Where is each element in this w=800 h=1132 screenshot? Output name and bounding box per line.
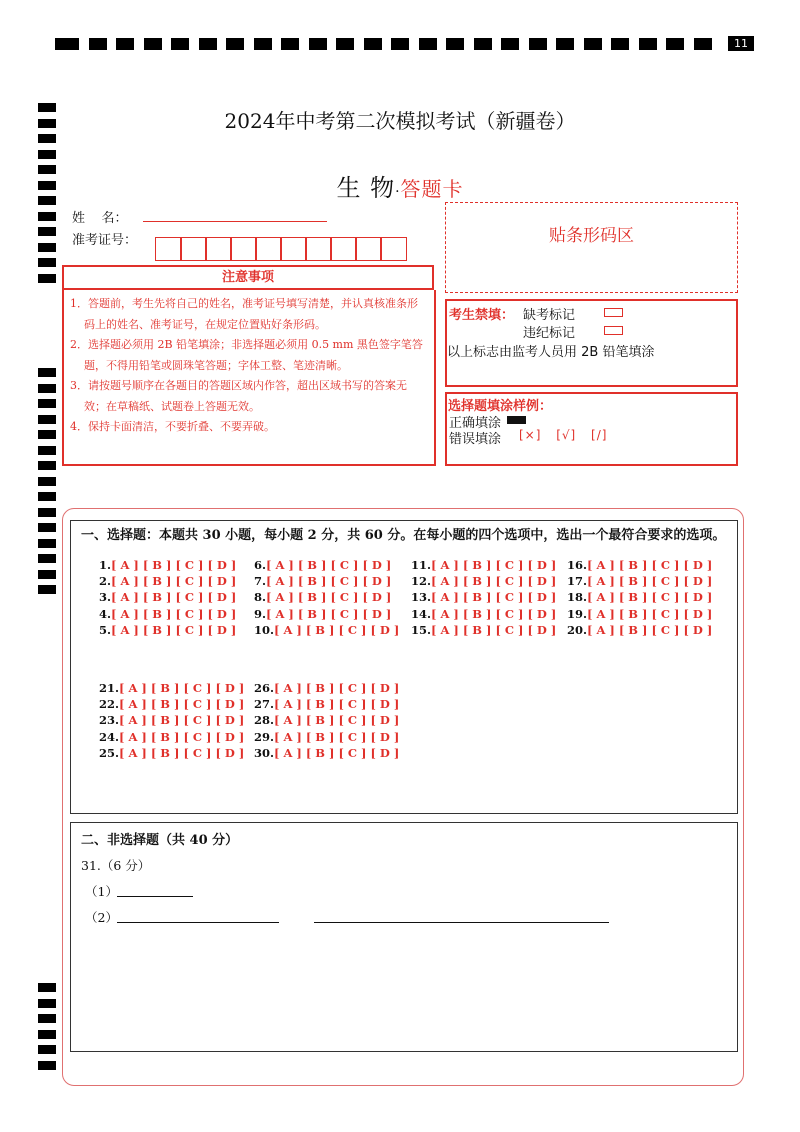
correct-fill-mark [507,416,526,424]
choice-question[interactable] [99,730,244,744]
timing-mark [556,38,574,50]
timing-mark [38,1061,56,1070]
answer-bubbles[interactable]: [ A ] [ B ] [ C ] [ D ] [274,697,400,712]
answer-bubbles[interactable]: [ A ] [ B ] [ C ] [ D ] [111,574,237,589]
question-number: 12. [411,574,432,589]
choice-question[interactable] [254,607,391,621]
timing-mark [38,415,56,424]
choice-question[interactable] [254,713,399,727]
answer-bubbles[interactable]: [ A ] [ B ] [ C ] [ D ] [431,558,557,572]
question-number: 21. [99,681,120,695]
timing-mark [171,38,189,50]
timing-mark [38,368,56,377]
id-digit-box[interactable] [305,237,332,261]
timing-mark [38,274,56,283]
answer-bubbles[interactable]: [ A ] [ B ] [ C ] [ D ] [587,574,713,589]
choice-question[interactable] [254,746,399,760]
id-digit-box[interactable] [155,237,182,261]
timing-mark [38,554,56,563]
timing-mark [38,399,56,408]
choice-question[interactable] [99,558,236,572]
timing-mark [144,38,162,50]
question-number: 4. [99,606,112,621]
choice-question[interactable] [411,558,556,572]
answer-bubbles[interactable]: [ A ] [ B ] [ C ] [ D ] [274,729,400,744]
question-number: 27. [254,697,275,712]
timing-mark [38,477,56,486]
timing-mark [38,1030,56,1039]
subject-dot: · [395,184,401,200]
timing-mark [529,38,547,50]
answer-bubbles[interactable]: [ A ] [ B ] [ C ] [ D ] [274,622,400,637]
question-31-label: 31.（6 分） [81,858,151,873]
choice-question[interactable] [99,713,244,727]
question-number: 5. [99,622,112,637]
timing-mark [199,38,217,50]
subject-name: 生 物 [336,174,396,202]
question-number: 25. [99,745,120,760]
question-number: 26. [254,681,275,695]
answer-line-2a[interactable] [117,909,279,923]
timing-mark [38,134,56,143]
id-digit-box[interactable] [255,237,282,261]
choice-question[interactable] [99,607,236,621]
answer-bubbles[interactable]: [ A ] [ B ] [ C ] [ D ] [111,622,237,637]
timing-mark [38,999,56,1008]
exam-staff-label: 考生禁填： [449,308,515,323]
timing-mark [55,38,79,50]
notice-heading: 注意事项 [62,265,434,290]
choice-question[interactable] [254,590,391,604]
barcode-area [445,202,738,293]
timing-mark [364,38,382,50]
timing-mark [38,492,56,501]
choice-question[interactable] [254,681,399,695]
question-number: 18. [567,590,588,605]
answer-bubbles[interactable]: [ A ] [ B ] [ C ] [ D ] [119,697,245,712]
question-number: 3. [99,590,112,605]
question-number: 2. [99,574,112,589]
notice-item: 1．答题前，考生先将自己的姓名，准考证号填写清楚，并认真核准条形码上的姓名、准考证号，在规定位置贴好条形码。 [70,297,418,331]
notice-item: 3．请按题号顺序在各题目的答题区域内作答，超出区域书写的答案无效；在草稿纸、试题卷上答题无效。 [70,379,407,413]
question-number: 1. [99,558,112,572]
answer-bubbles[interactable]: [ A ] [ B ] [ C ] [ D ] [587,622,713,637]
choice-question[interactable] [99,623,236,637]
timing-mark [281,38,299,50]
timing-mark [419,38,437,50]
card-label: 答题卡 [400,177,464,201]
answer-bubbles[interactable]: [ A ] [ B ] [ C ] [ D ] [119,713,245,728]
choice-question[interactable] [254,623,399,637]
timing-mark [38,461,56,470]
choice-question[interactable] [567,607,712,621]
top-timing-marks [55,38,755,52]
choice-question[interactable] [99,697,244,711]
notice-item: 2．选择题必须用 2B 铅笔填涂；非选择题必须用 0.5 mm 黑色签字笔答题，不得用铅笔或圆珠笔答题；字体工整、笔迹清晰。 [70,338,423,372]
question-number: 8. [254,590,267,605]
answer-bubbles[interactable]: [ A ] [ B ] [ C ] [ D ] [266,590,392,605]
choice-question[interactable] [99,681,244,695]
id-label: 准考证号： [72,233,138,248]
answer-bubbles[interactable]: [ A ] [ B ] [ C ] [ D ] [274,713,400,728]
choice-question[interactable] [254,730,399,744]
choice-question[interactable] [567,623,712,637]
question-number: 17. [567,574,588,589]
wrong-fill-label: 错误填涂 [449,432,502,447]
subject-heading [0,168,800,203]
question-number: 23. [99,713,120,728]
choice-question[interactable] [411,607,556,621]
question-number: 11. [411,558,432,572]
answer-bubbles[interactable]: [ A ] [ B ] [ C ] [ D ] [119,681,245,695]
choice-question[interactable] [99,590,236,604]
question-number: 15. [411,622,432,637]
choice-question[interactable] [411,574,556,588]
absent-mark-label: 缺考标记 [523,308,576,323]
timing-mark [38,384,56,393]
answer-bubbles[interactable]: [ A ] [ B ] [ C ] [ D ] [119,729,245,744]
answer-bubbles[interactable]: [ A ] [ B ] [ C ] [ D ] [119,745,245,760]
id-digit-box[interactable] [380,237,407,261]
timing-mark [38,983,56,992]
fill-sample-label: 选择题填涂样例： [448,399,553,414]
question-number: 16. [567,558,588,572]
choice-question[interactable] [567,558,712,572]
absent-mark-box[interactable] [604,308,623,317]
choice-question[interactable] [254,558,391,572]
id-digit-box[interactable] [280,237,307,261]
answer-bubbles[interactable]: [ A ] [ B ] [ C ] [ D ] [274,745,400,760]
question-number: 7. [254,574,267,589]
timing-mark [38,1045,56,1054]
choice-question[interactable] [99,746,244,760]
timing-mark [38,508,56,517]
violation-mark-label: 违纪标记 [523,326,576,341]
exam-staff-box [445,299,738,387]
question-number: 28. [254,713,275,728]
answer-bubbles[interactable]: [ A ] [ B ] [ C ] [ D ] [587,558,713,572]
answer-bubbles[interactable]: [ A ] [ B ] [ C ] [ D ] [587,590,713,605]
answer-bubbles[interactable]: [ A ] [ B ] [ C ] [ D ] [266,606,392,621]
choice-question[interactable] [567,590,712,604]
id-number-boxes[interactable] [155,237,405,261]
timing-mark [89,38,107,50]
timing-mark [38,523,56,532]
choice-question[interactable] [254,574,391,588]
section1-title: 一、选择题：本题共 30 小题，每小题 2 分，共 60 分。在每小题的四个选项中，选出一个最符合要求的选项。 [81,528,726,543]
non-choice-section [70,822,738,1052]
timing-mark [116,38,134,50]
name-field[interactable] [143,221,327,222]
timing-mark [611,38,629,50]
timing-mark [38,1014,56,1023]
question-number: 9. [254,606,267,621]
id-digit-box[interactable] [355,237,382,261]
exam-staff-note: 以上标志由监考人员用 2B 铅笔填涂 [447,345,655,360]
choice-question[interactable] [411,623,556,637]
question-number: 10. [254,622,275,637]
question-number: 19. [567,606,588,621]
question-number: 6. [254,558,267,572]
sub-question-1-label: （1） [85,884,118,899]
timing-mark [38,430,56,439]
timing-mark [501,38,519,50]
notice-item: 4．保持卡面清洁，不要折叠、不要弄破。 [70,420,275,433]
timing-mark [38,585,56,594]
timing-mark [226,38,244,50]
timing-mark [391,38,409,50]
name-label: 姓 名： [72,211,128,226]
wrong-fill-marks: [×] [√] [/] [519,428,608,442]
timing-mark [38,150,56,159]
timing-mark [309,38,327,50]
timing-mark [38,212,56,221]
question-number: 24. [99,729,120,744]
answer-bubbles[interactable]: [ A ] [ B ] [ C ] [ D ] [431,606,557,621]
answer-line-1[interactable] [117,883,193,897]
timing-mark [584,38,602,50]
timing-mark [38,243,56,252]
answer-bubbles[interactable]: [ A ] [ B ] [ C ] [ D ] [266,574,392,589]
answer-bubbles[interactable]: [ A ] [ B ] [ C ] [ D ] [111,590,237,605]
question-number: 22. [99,697,120,712]
timing-mark [38,258,56,267]
timing-mark [254,38,272,50]
timing-mark [474,38,492,50]
id-digit-box[interactable] [180,237,207,261]
timing-mark [336,38,354,50]
answer-bubbles[interactable]: [ A ] [ B ] [ C ] [ D ] [431,574,557,589]
question-number: 29. [254,729,275,744]
answer-bubbles[interactable]: [ A ] [ B ] [ C ] [ D ] [587,606,713,621]
barcode-label: 贴条形码区 [549,226,634,246]
timing-mark [38,570,56,579]
choice-question[interactable] [99,574,236,588]
question-number: 14. [411,606,432,621]
timing-mark [694,38,712,50]
id-digit-box[interactable] [205,237,232,261]
timing-mark [38,446,56,455]
question-number: 30. [254,745,275,760]
violation-mark-box[interactable] [604,326,623,335]
correct-fill-label: 正确填涂 [449,416,502,431]
answer-bubbles[interactable]: [ A ] [ B ] [ C ] [ D ] [274,681,400,695]
choice-question[interactable] [411,590,556,604]
notice-body [62,290,436,466]
fill-sample-box [445,392,738,466]
answer-bubbles[interactable]: [ A ] [ B ] [ C ] [ D ] [266,558,392,572]
answer-line-2b[interactable] [314,909,609,923]
timing-mark [446,38,464,50]
multiple-choice-section [70,520,738,814]
exam-title: 2024年中考第二次模拟考试（新疆卷） [224,109,576,133]
answer-bubbles[interactable]: [ A ] [ B ] [ C ] [ D ] [431,622,557,637]
timing-mark [38,539,56,548]
answer-bubbles[interactable]: [ A ] [ B ] [ C ] [ D ] [431,590,557,605]
id-digit-box[interactable] [330,237,357,261]
id-digit-box[interactable] [230,237,257,261]
timing-mark [38,227,56,236]
question-number: 20. [567,622,588,637]
sub-question-2-label: （2） [85,910,118,925]
question-number: 13. [411,590,432,605]
timing-mark [639,38,657,50]
answer-bubbles[interactable]: [ A ] [ B ] [ C ] [ D ] [111,558,237,572]
section2-title: 二、非选择题（共 40 分） [81,833,239,848]
choice-question[interactable] [254,697,399,711]
choice-question[interactable] [567,574,712,588]
page-number: 11 [728,36,754,51]
timing-mark [666,38,684,50]
answer-bubbles[interactable]: [ A ] [ B ] [ C ] [ D ] [111,606,237,621]
